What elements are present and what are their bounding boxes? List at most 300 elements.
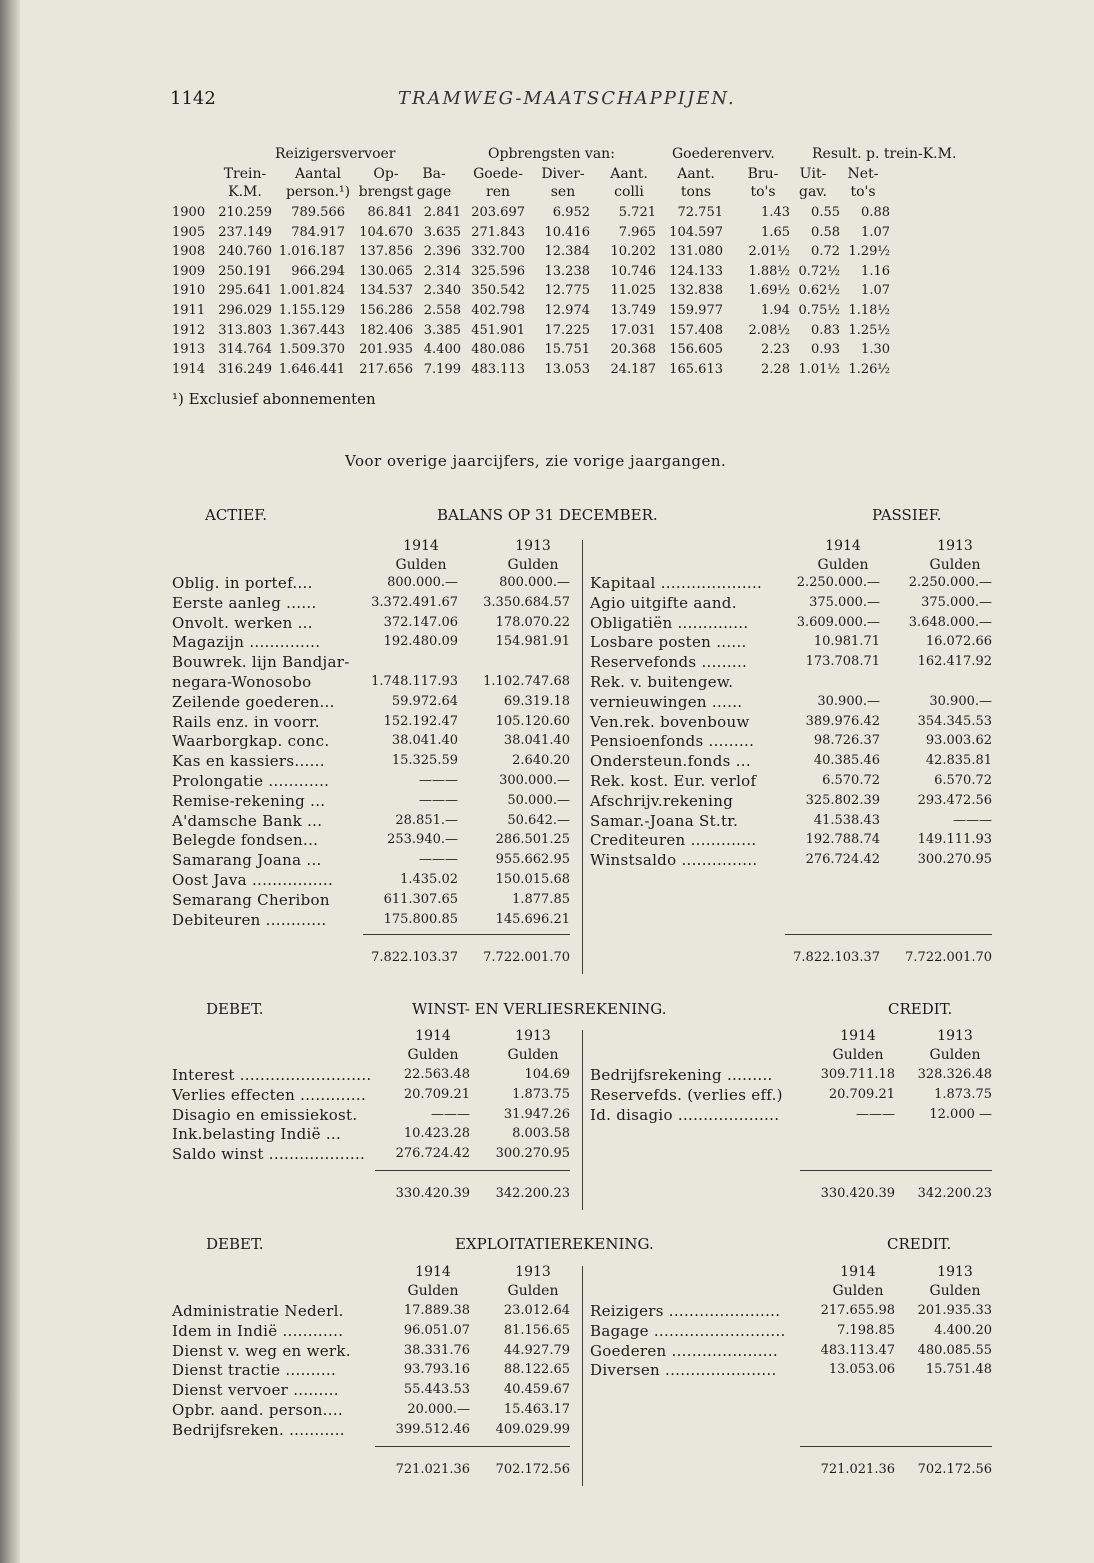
stats-cell: 313.803	[218, 322, 272, 338]
balans-right-label: Agio uitgifte aand.	[590, 593, 737, 612]
winst-total-right-2: 342.200.23	[917, 1186, 992, 1201]
stats-cell: 165.613	[669, 361, 723, 377]
stats-cell: 104.597	[669, 224, 723, 240]
balans-right-value-1: 10.981.71	[813, 634, 880, 650]
balans-left-value-2: 69.319.18	[503, 693, 570, 709]
stats-row-year: 1914	[172, 361, 206, 377]
stats-cell: 131.080	[669, 244, 723, 260]
stats-row-year: 1912	[172, 322, 206, 338]
balans-right-value-2: 93.003.62	[925, 733, 992, 749]
exploitatie-left-label: Bedrijfsreken. ...........	[172, 1420, 345, 1439]
winst-right-label: Reservefds. (verlies eff.)	[590, 1085, 783, 1104]
stats-group-header: Opbrengsten van:	[488, 146, 615, 162]
stats-col-header: Uit-	[799, 166, 827, 182]
balans-left-value-1: ———	[419, 852, 458, 868]
balans-right-label: Ondersteun.fonds ...	[590, 752, 751, 771]
balans-left-label: Kas en kassiers......	[172, 752, 325, 771]
winst-left-label: Disagio en emissiekost.	[172, 1105, 358, 1124]
exploitatie-left-value-2: 88.122.65	[503, 1362, 570, 1378]
stats-cell: 2.08½	[748, 322, 790, 338]
stats-cell: 6.952	[552, 205, 590, 220]
balans-left-value-1: 611.307.65	[383, 891, 458, 907]
balans-left-value-1: 38.041.40	[391, 733, 458, 749]
winst-left-label: Interest ..........................	[172, 1066, 372, 1084]
exploitatie-right-label: Reizigers ......................	[590, 1302, 781, 1320]
stats-col-header: Net-	[847, 166, 879, 182]
winst-left-value-2: 31.947.26	[503, 1106, 570, 1122]
balans-right-value-2: 3.648.000.—	[908, 614, 992, 630]
stats-col-header: brengst	[358, 184, 414, 200]
stats-cell: 0.93	[811, 342, 840, 358]
stats-col-header: Ba-	[422, 166, 446, 182]
exploitatie-left-label: Dienst v. weg en werk.	[172, 1341, 351, 1360]
balans-right-value-1: 3.609.000.—	[796, 614, 880, 630]
winst-year-header: 1913	[937, 1028, 973, 1044]
stats-cell: 1.26½	[848, 361, 890, 377]
page-title: TRAMWEG-MAATSCHAPPIJEN.	[398, 88, 736, 109]
stats-cell: 483.113	[471, 361, 525, 377]
exploitatie-unit-header: Gulden	[407, 1283, 459, 1299]
exploitatie-right-value-1: 217.655.98	[820, 1303, 895, 1318]
winst-left-value-1: 20.709.21	[403, 1086, 470, 1102]
exploitatie-right-value-1: 7.198.85	[837, 1322, 895, 1338]
stats-cell: 13.053	[544, 361, 590, 377]
exploitatie-left-value-1: 93.793.16	[403, 1362, 470, 1378]
balans-right-label: Rek. v. buitengew.	[590, 673, 734, 691]
balans-right-value-1: 30.900.—	[817, 693, 880, 709]
stats-cell: 402.798	[471, 303, 525, 318]
balans-right-value-1: 41.538.43	[813, 812, 880, 828]
exploitatie-year-header: 1913	[515, 1264, 551, 1280]
stats-cell: 134.537	[359, 283, 413, 299]
balans-left-label: Oblig. in portef....	[172, 574, 313, 592]
exploitatie-right-label: Goederen .....................	[590, 1341, 778, 1360]
balans-right-value-2: 2.250.000.—	[908, 575, 992, 590]
winst-left-label: Ink.belasting Indië ...	[172, 1125, 342, 1144]
exploitatie-left-value-2: 44.927.79	[503, 1342, 570, 1358]
stats-cell: 966.294	[291, 263, 345, 279]
stats-col-header: Diver-	[541, 166, 585, 182]
stats-cell: 1.18½	[848, 303, 890, 318]
winst-unit-header: Gulden	[832, 1047, 884, 1063]
winst-left-value-2: 8.003.58	[512, 1126, 570, 1142]
stats-cell: 0.72	[811, 244, 840, 260]
stats-cell: 24.187	[610, 361, 656, 377]
stats-group-header: Reizigersvervoer	[275, 146, 396, 162]
stats-cell: 789.566	[291, 205, 345, 220]
winst-year-header: 1914	[415, 1028, 451, 1044]
balans-left-value-2: 1.877.85	[512, 891, 570, 907]
winst-right-value-2: 12.000 —	[929, 1106, 992, 1122]
balans-right-value-2: 6.570.72	[934, 773, 992, 788]
exploitatie-total-left-1: 721.021.36	[395, 1462, 470, 1477]
stats-cell: 0.58	[811, 224, 840, 240]
balans-total-rule	[363, 934, 570, 935]
exploitatie-unit-header: Gulden	[929, 1283, 981, 1299]
balans-right-value-1: 40.385.46	[813, 753, 880, 769]
balans-unit-header: Gulden	[395, 557, 447, 573]
balans-left-label: Prolongatie ............	[172, 772, 330, 790]
winst-left-value-2: 1.873.75	[512, 1086, 570, 1102]
winst-left-value-1: 276.724.42	[395, 1146, 470, 1162]
balans-unit-header: Gulden	[507, 557, 559, 573]
balans-right-value-1: 173.708.71	[805, 654, 880, 670]
page-number: 1142	[170, 88, 216, 109]
exploitatie-right-title: CREDIT.	[887, 1235, 952, 1253]
exploitatie-left-label: Opbr. aand. person....	[172, 1401, 343, 1419]
balans-left-value-1: 175.800.85	[383, 911, 458, 927]
stats-cell: 4.400	[423, 342, 461, 358]
balans-right-label: Afschrijv.rekening	[590, 791, 734, 810]
balans-left-label: Oost Java ................	[172, 871, 334, 889]
stats-cell: 1.07	[861, 224, 890, 240]
stats-cell: 316.249	[218, 361, 272, 377]
exploitatie-left-value-2: 23.012.64	[503, 1303, 570, 1318]
stats-cell: 1.155.129	[278, 303, 345, 318]
balans-right-value-2: 354.345.53	[917, 713, 992, 729]
winst-right-value-1: ———	[856, 1106, 895, 1122]
balans-right-value-1: 276.724.42	[805, 852, 880, 868]
winst-right-value-1: 20.709.21	[828, 1086, 895, 1102]
winst-total-rule	[375, 1170, 570, 1171]
balans-left-value-1: 28.851.—	[395, 812, 458, 828]
stats-cell: 12.384	[544, 244, 590, 260]
stats-cell: 217.656	[359, 361, 413, 377]
balans-unit-header: Gulden	[929, 557, 981, 573]
stats-cell: 0.55	[811, 205, 840, 220]
stats-cell: 20.368	[610, 342, 656, 358]
exploitatie-left-value-2: 40.459.67	[503, 1382, 570, 1398]
note-other-years: Voor overige jaarcijfers, zie vorige jaargangen.	[345, 452, 727, 470]
stats-col-header: Aantal	[295, 166, 341, 182]
balans-right-label: Obligatiën ..............	[590, 613, 749, 632]
stats-cell: 10.202	[610, 244, 656, 260]
winst-left-value-2: 104.69	[524, 1067, 570, 1082]
exploitatie-left-value-1: 55.443.53	[403, 1382, 470, 1398]
balans-year-header: 1914	[403, 538, 439, 554]
stats-cell: 3.385	[423, 322, 461, 338]
balans-left-label: Waarborgkap. conc.	[172, 732, 330, 751]
stats-cell: 271.843	[471, 224, 525, 240]
balans-left-value-2: 105.120.60	[495, 713, 570, 729]
balans-left-label: Remise-rekening ...	[172, 791, 326, 810]
balans-right-value-1: 2.250.000.—	[796, 575, 880, 590]
balans-left-label: Eerste aanleg ......	[172, 593, 317, 612]
stats-cell: 10.416	[544, 224, 590, 240]
exploitatie-unit-header: Gulden	[832, 1283, 884, 1299]
balans-left-value-1: 15.325.59	[391, 753, 458, 769]
exploitatie-right-value-2: 4.400.20	[934, 1322, 992, 1338]
stats-cell: 13.238	[544, 263, 590, 279]
stats-cell: 1.16	[861, 263, 890, 279]
balans-left-value-2: 150.015.68	[495, 872, 570, 887]
winst-total-rule	[800, 1170, 992, 1171]
balans-left-value-1: ———	[419, 792, 458, 808]
winst-right-label: Bedrijfsrekening .........	[590, 1066, 773, 1084]
balans-left-label: Belegde fondsen...	[172, 831, 319, 850]
stats-cell: 0.72½	[798, 263, 840, 279]
stats-cell: 350.542	[471, 283, 525, 299]
balans-left-value-2: 800.000.—	[499, 575, 570, 590]
exploitatie-left-value-1: 20.000.—	[407, 1402, 470, 1417]
balans-left-label: Samarang Joana ...	[172, 851, 322, 870]
exploitatie-left-value-2: 81.156.65	[503, 1322, 570, 1338]
stats-cell: 1.016.187	[278, 244, 345, 260]
balans-left-value-2: 38.041.40	[503, 733, 570, 749]
stats-col-header: Bru-	[747, 166, 779, 182]
balans-left-value-2: 50.000.—	[507, 792, 570, 808]
stats-col-header: person.¹)	[285, 184, 351, 200]
stats-col-header: K.M.	[228, 184, 262, 200]
stats-cell: 2.01½	[748, 244, 790, 260]
stats-cell: 1.01½	[798, 361, 840, 377]
stats-cell: 2.23	[761, 342, 790, 358]
stats-cell: 332.700	[471, 244, 525, 260]
exploitatie-total-right-2: 702.172.56	[917, 1462, 992, 1477]
stats-row-year: 1905	[172, 224, 206, 240]
winst-right-title: CREDIT.	[888, 1000, 953, 1018]
stats-cell: 137.856	[359, 244, 413, 260]
stats-group-header: Result. p. trein-K.M.	[812, 146, 957, 162]
stats-col-header: ren	[486, 184, 510, 200]
balans-left-label: Debiteuren ............	[172, 910, 327, 929]
stats-cell: 325.596	[471, 263, 525, 279]
stats-row-year: 1911	[172, 303, 206, 318]
exploitatie-right-label: Bagage ..........................	[590, 1321, 786, 1340]
balans-right-label: Pensioenfonds .........	[590, 732, 755, 751]
stats-cell: 156.605	[669, 342, 723, 358]
exploitatie-column-divider	[582, 1266, 583, 1486]
stats-cell: 314.764	[218, 342, 272, 358]
balans-right-value-2: 162.417.92	[917, 654, 992, 670]
exploitatie-left-label: Idem in Indië ............	[172, 1321, 344, 1340]
winst-right-label: Id. disagio ....................	[590, 1105, 780, 1124]
balans-left-label: Zeilende goederen...	[172, 692, 335, 711]
stats-cell: 784.917	[291, 224, 345, 240]
winst-unit-header: Gulden	[507, 1047, 559, 1063]
exploitatie-total-rule	[800, 1446, 992, 1447]
stats-cell: 240.760	[218, 244, 272, 260]
balans-right-value-1: 389.976.42	[805, 713, 880, 729]
balans-right-label: Winstsaldo ...............	[590, 851, 758, 870]
stats-cell: 12.775	[544, 283, 590, 299]
stats-cell: 1.367.443	[278, 322, 345, 338]
stats-cell: 11.025	[610, 283, 656, 299]
balans-right-value-2: 30.900.—	[929, 693, 992, 709]
balans-total-left-1: 7.822.103.37	[371, 950, 458, 965]
stats-cell: 132.838	[669, 283, 723, 299]
stats-cell: 12.974	[544, 303, 590, 318]
stats-cell: 1.69½	[748, 283, 790, 299]
exploitatie-right-value-1: 483.113.47	[820, 1342, 895, 1358]
exploitatie-left-label: Administratie Nederl.	[172, 1302, 344, 1320]
stats-cell: 451.901	[471, 322, 525, 338]
balans-left-value-2: 955.662.95	[495, 852, 570, 868]
stats-cell: 1.88½	[748, 263, 790, 279]
winst-title: WINST- EN VERLIESREKENING.	[412, 1000, 667, 1018]
balans-right-value-2: 16.072.66	[925, 634, 992, 650]
footnote: ¹) Exclusief abonnementen	[172, 390, 376, 408]
balans-right-label: Reservefonds .........	[590, 653, 748, 672]
exploitatie-right-label: Diversen ......................	[590, 1361, 777, 1380]
stats-cell: 250.191	[218, 263, 272, 279]
balans-left-value-1: 152.192.47	[383, 713, 458, 729]
stats-cell: 15.751	[544, 342, 590, 358]
stats-cell: 130.065	[359, 263, 413, 279]
stats-cell: 1.29½	[848, 244, 890, 260]
balans-right-label: Samar.-Joana St.tr.	[590, 811, 739, 830]
stats-cell: 0.62½	[798, 283, 840, 299]
winst-left-label: Saldo winst ...................	[172, 1145, 366, 1164]
stats-cell: 5.721	[618, 205, 656, 220]
stats-cell: 104.670	[359, 224, 413, 240]
balans-left-value-1: 192.480.09	[383, 634, 458, 650]
stats-row-year: 1908	[172, 244, 206, 260]
exploitatie-right-value-1: 13.053.06	[828, 1362, 895, 1378]
exploitatie-left-value-1: 17.889.38	[403, 1303, 470, 1318]
balans-right-value-1: 6.570.72	[822, 773, 880, 788]
exploitatie-right-value-2: 201.935.33	[917, 1303, 992, 1318]
stats-cell: 72.751	[677, 205, 723, 220]
stats-cell: 156.286	[359, 303, 413, 318]
stats-col-header: colli	[614, 184, 644, 200]
stats-col-header: Aant.	[610, 166, 648, 182]
exploitatie-year-header: 1914	[415, 1264, 451, 1280]
winst-left-title: DEBET.	[206, 1000, 264, 1018]
stats-cell: 3.635	[423, 224, 461, 240]
stats-cell: 7.965	[618, 224, 656, 240]
balans-year-header: 1913	[937, 538, 973, 554]
winst-column-divider	[582, 1030, 583, 1210]
balans-total-right-1: 7.822.103.37	[793, 950, 880, 965]
balans-left-label: Rails enz. in voorr.	[172, 712, 320, 731]
winst-left-value-2: 300.270.95	[495, 1146, 570, 1162]
stats-cell: 1.001.824	[278, 283, 345, 299]
stats-cell: 159.977	[669, 303, 723, 318]
stats-cell: 182.406	[359, 322, 413, 338]
balans-right-label: Ven.rek. bovenbouw	[590, 712, 750, 731]
winst-left-value-1: ———	[431, 1106, 470, 1122]
exploitatie-left-label: Dienst vervoer .........	[172, 1381, 339, 1400]
balans-left-value-2: 2.640.20	[512, 753, 570, 769]
stats-cell: 0.75½	[798, 303, 840, 318]
winst-left-label: Verlies effecten .............	[172, 1085, 367, 1104]
balans-left-title: ACTIEF.	[205, 506, 268, 524]
stats-cell: 1.646.441	[278, 361, 345, 377]
winst-year-header: 1914	[840, 1028, 876, 1044]
stats-cell: 203.697	[471, 205, 525, 220]
balans-left-value-1: 1.435.02	[400, 872, 458, 887]
stats-col-header: Aant.	[677, 166, 715, 182]
exploitatie-total-left-2: 702.172.56	[495, 1462, 570, 1477]
balans-left-label: Bouwrek. lijn Bandjar-	[172, 653, 350, 672]
stats-cell: 1.94	[761, 303, 790, 318]
stats-col-header: Goede-	[473, 166, 523, 182]
balans-left-value-2: 3.350.684.57	[483, 594, 570, 610]
stats-cell: 17.031	[610, 322, 656, 338]
stats-group-header: Goederenverv.	[672, 146, 775, 162]
stats-cell: 17.225	[544, 322, 590, 338]
balans-unit-header: Gulden	[817, 557, 869, 573]
balans-right-label: Kapitaal ....................	[590, 574, 763, 592]
exploitatie-right-value-2: 15.751.48	[925, 1362, 992, 1378]
stats-cell: 2.314	[423, 263, 461, 279]
stats-cell: 296.029	[218, 303, 272, 318]
stats-col-header: Op-	[373, 166, 399, 182]
exploitatie-year-header: 1914	[840, 1264, 876, 1280]
stats-row-year: 1900	[172, 205, 206, 220]
balans-right-value-2: 293.472.56	[917, 792, 992, 808]
stats-cell: 157.408	[669, 322, 723, 338]
stats-col-header: sen	[550, 184, 576, 200]
stats-cell: 0.83	[811, 322, 840, 338]
stats-cell: 237.149	[218, 224, 272, 240]
book-binding-edge	[0, 0, 20, 1563]
stats-cell: 10.746	[610, 263, 656, 279]
exploitatie-left-title: DEBET.	[206, 1235, 264, 1253]
balans-left-value-1: 3.372.491.67	[371, 594, 458, 610]
stats-cell: 2.841	[423, 205, 461, 220]
winst-total-right-1: 330.420.39	[820, 1186, 895, 1201]
stats-col-header: gav.	[798, 184, 827, 200]
stats-cell: 1.30	[861, 342, 890, 358]
stats-cell: 1.07	[861, 283, 890, 299]
exploitatie-left-value-1: 38.331.76	[403, 1342, 470, 1358]
balans-total-rule	[785, 934, 992, 935]
balans-right-title: PASSIEF.	[872, 506, 942, 524]
exploitatie-total-rule	[375, 1446, 570, 1447]
balans-left-label: Magazijn ..............	[172, 633, 321, 652]
stats-cell: 295.641	[218, 283, 272, 299]
balans-right-value-2: 149.111.93	[917, 832, 992, 848]
stats-cell: 201.935	[359, 342, 413, 358]
exploitatie-left-value-2: 409.029.99	[495, 1421, 570, 1437]
balans-column-divider	[582, 540, 583, 974]
balans-left-value-1: 800.000.—	[387, 575, 458, 590]
exploitatie-year-header: 1913	[937, 1264, 973, 1280]
balans-right-value-1: 325.802.39	[805, 792, 880, 808]
balans-left-value-2: 286.501.25	[495, 832, 570, 848]
balans-right-value-2: 42.835.81	[925, 753, 992, 769]
stats-col-header: gage	[416, 184, 452, 200]
balans-right-value-1: 192.788.74	[805, 832, 880, 848]
balans-left-value-2: 1.102.747.68	[483, 674, 570, 689]
balans-left-value-1: 253.940.—	[387, 832, 458, 848]
stats-cell: 124.133	[669, 263, 723, 279]
stats-col-header: to's	[850, 184, 876, 200]
winst-right-value-2: 328.326.48	[917, 1067, 992, 1082]
stats-cell: 2.28	[761, 361, 790, 377]
winst-unit-header: Gulden	[929, 1047, 981, 1063]
balans-title: BALANS OP 31 DECEMBER.	[437, 506, 658, 524]
stats-cell: 2.396	[423, 244, 461, 260]
exploitatie-right-value-2: 480.085.55	[917, 1342, 992, 1358]
stats-cell: 1.65	[761, 224, 790, 240]
winst-total-left-2: 342.200.23	[495, 1186, 570, 1201]
balans-right-value-1: 375.000.—	[809, 594, 880, 610]
winst-unit-header: Gulden	[407, 1047, 459, 1063]
stats-row-year: 1910	[172, 283, 206, 299]
winst-total-left-1: 330.420.39	[395, 1186, 470, 1201]
winst-left-value-1: 10.423.28	[403, 1126, 470, 1142]
balans-right-label: Crediteuren .............	[590, 831, 757, 850]
balans-left-label: Semarang Cheribon	[172, 890, 330, 909]
exploitatie-left-value-1: 399.512.46	[395, 1421, 470, 1437]
stats-cell: 1.43	[761, 205, 790, 220]
balans-left-value-1: ———	[419, 773, 458, 788]
stats-col-header: tons	[680, 184, 712, 200]
balans-left-label: negara-Wonosobo	[172, 673, 312, 691]
